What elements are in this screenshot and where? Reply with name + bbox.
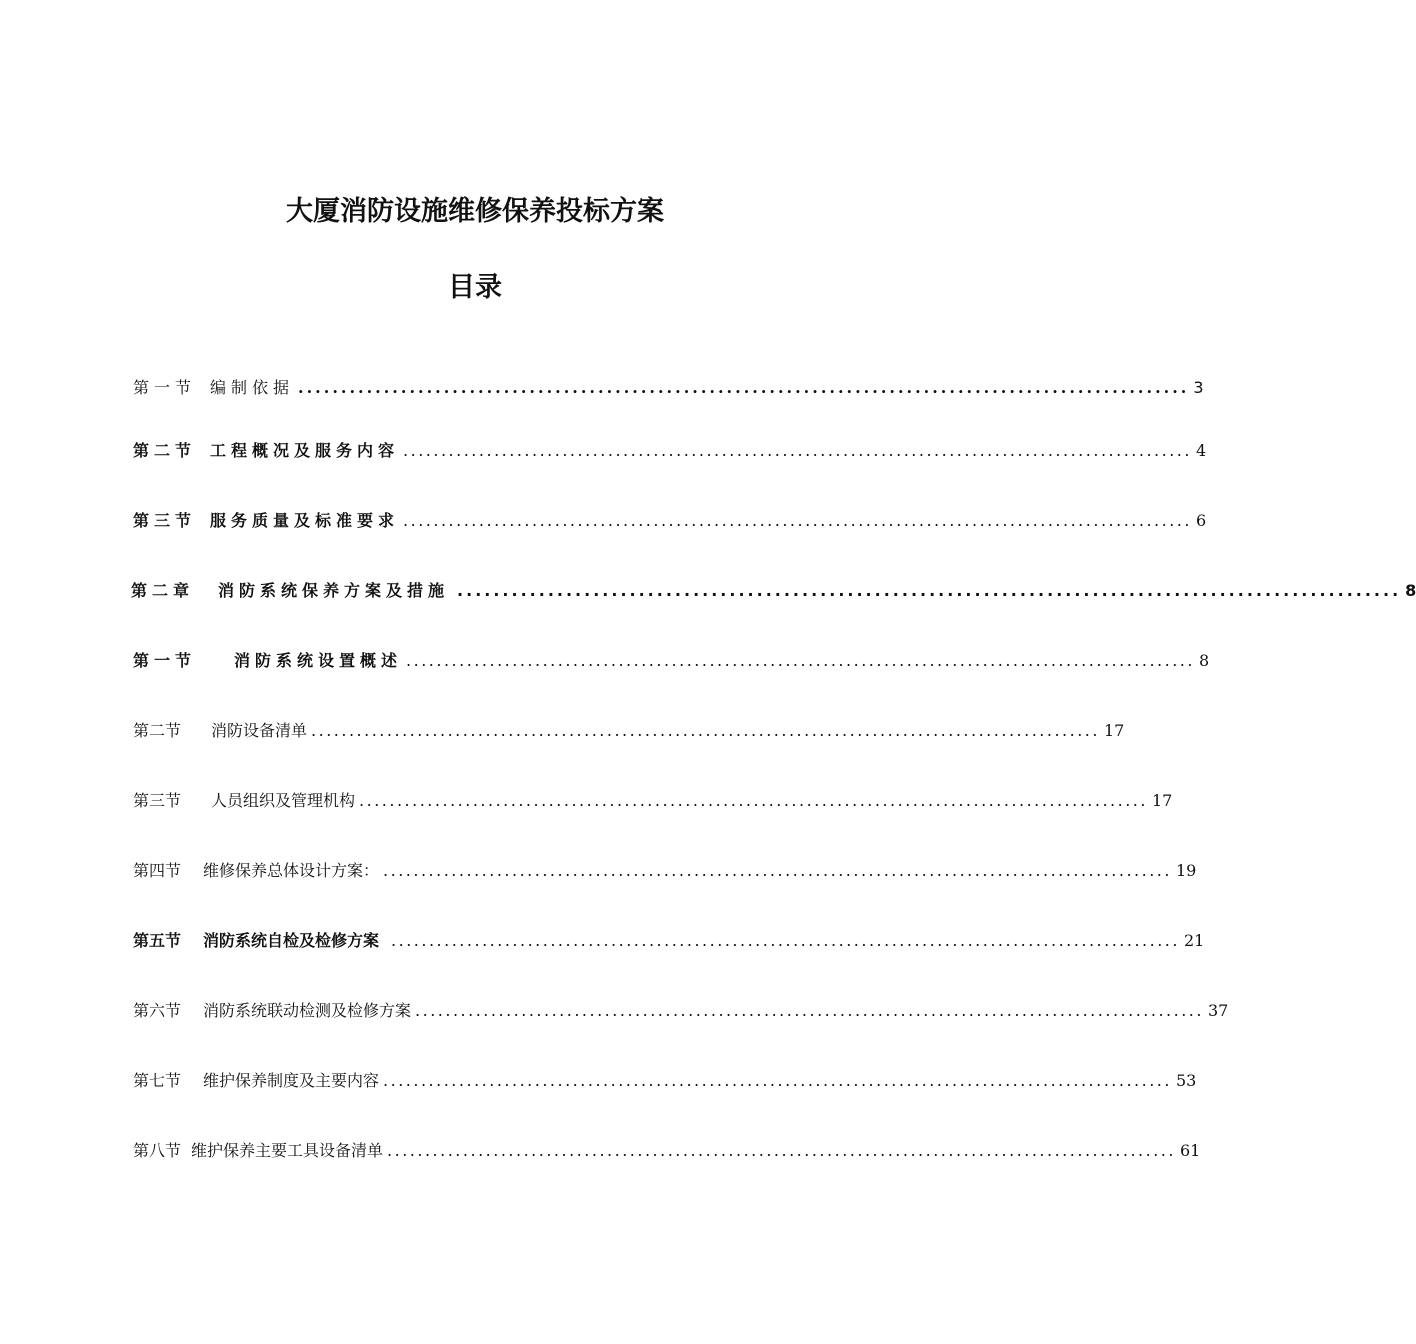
toc-entry[interactable] <box>133 374 1204 402</box>
toc-entry[interactable] <box>133 927 1205 955</box>
toc-page-number: 17 <box>1151 791 1173 810</box>
toc-section-number: 第六节 <box>133 1001 182 1020</box>
toc-page-number: 8 <box>1405 581 1416 600</box>
toc-page-number: 3 <box>1193 378 1204 397</box>
toc-section-number: 第七节 <box>133 1071 182 1090</box>
toc-page-number: 17 <box>1103 721 1125 740</box>
toc-chapter-title: 消防系统保养方案及措施 <box>218 581 450 600</box>
toc-entry[interactable] <box>133 857 1197 885</box>
toc-page-number: 8 <box>1198 651 1210 670</box>
toc-dot-leader: ........................................................................................................ <box>359 791 1148 810</box>
toc-page-number: 53 <box>1175 1071 1197 1090</box>
toc-section-number: 第一节 <box>133 651 197 670</box>
toc-dot-leader: ........................................................................................................ <box>387 1141 1176 1160</box>
toc-page-number: 6 <box>1195 511 1207 530</box>
toc-section-title: 消防系统联动检测及检修方案 <box>203 1001 412 1020</box>
toc-section-number: 第二节 <box>133 441 197 460</box>
toc-page-number: 37 <box>1207 1001 1229 1020</box>
toc-dot-leader: ........................................................................................................ <box>415 1001 1204 1020</box>
toc-section-title: 消防设备清单 <box>211 721 308 740</box>
toc-dot-leader: ........................................................................................................ <box>406 651 1195 670</box>
toc-entry[interactable] <box>131 577 1416 605</box>
toc-dot-leader: ........................................................................................................ <box>403 441 1192 460</box>
toc-section-number: 第三节 <box>133 511 197 530</box>
toc-section-number: 第四节 <box>133 861 182 880</box>
toc-dot-leader: ........................................................................................................ <box>403 511 1192 530</box>
toc-section-title: 维护保养制度及主要内容 <box>203 1071 380 1090</box>
toc-dot-leader: ........................................................................................................ <box>391 931 1180 950</box>
toc-dot-leader: ........................................................................................................ <box>298 378 1190 397</box>
toc-entry[interactable] <box>133 507 1207 535</box>
toc-section-title: 消防系统设置概述 <box>234 651 403 670</box>
toc-section-number: 第二节 <box>133 721 182 740</box>
toc-entry[interactable] <box>133 1067 1197 1095</box>
toc-entry[interactable] <box>133 787 1173 815</box>
toc-dot-leader: ........................................................................................................ <box>311 721 1100 740</box>
toc-section-title: 人员组织及管理机构 <box>211 791 356 810</box>
toc-section-title: 服务质量及标准要求 <box>210 511 400 530</box>
toc-page-number: 61 <box>1179 1141 1201 1160</box>
toc-section-title: 维修保养总体设计方案： <box>203 861 380 880</box>
toc-section-title: 工程概况及服务内容 <box>210 441 400 460</box>
toc-page-number: 4 <box>1195 441 1207 460</box>
toc-section-title: 编制依据 <box>210 378 295 397</box>
toc-page-number: 21 <box>1183 931 1205 950</box>
toc-entry[interactable] <box>133 647 1210 675</box>
toc-entry[interactable] <box>133 1137 1201 1165</box>
toc-section-number: 第八节 <box>133 1141 182 1160</box>
toc-section-number: 第五节 <box>133 931 182 950</box>
toc-dot-leader: ........................................................................................................ <box>457 581 1402 600</box>
toc-section-title: 消防系统自检及检修方案 <box>203 931 380 950</box>
toc-entry[interactable] <box>133 997 1229 1025</box>
toc-page-number: 19 <box>1175 861 1197 880</box>
toc-section-number: 第三节 <box>133 791 182 810</box>
toc-heading: 目录 <box>448 272 502 303</box>
toc-entry[interactable] <box>133 717 1125 745</box>
toc-chapter-number: 第二章 <box>131 581 195 600</box>
toc-section-title: 维护保养主要工具设备清单 <box>191 1141 384 1160</box>
document-title: 大厦消防设施维修保养投标方案 <box>286 196 664 227</box>
toc-dot-leader: ........................................................................................................ <box>383 861 1172 880</box>
toc-dot-leader: ........................................................................................................ <box>383 1071 1172 1090</box>
toc-section-number: 第一节 <box>133 378 197 397</box>
toc-entry[interactable] <box>133 437 1207 465</box>
